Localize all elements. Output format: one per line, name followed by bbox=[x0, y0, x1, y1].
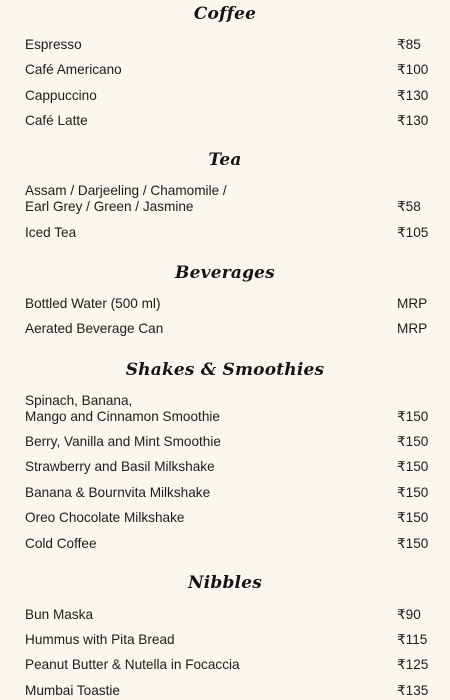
item-price: ₹150 bbox=[397, 536, 429, 551]
section-title: Coffee bbox=[193, 4, 257, 24]
menu-item bbox=[0, 113, 450, 129]
menu-item bbox=[0, 183, 450, 215]
section-title: Beverages bbox=[175, 263, 275, 283]
item-price: ₹150 bbox=[397, 510, 429, 525]
item-name: Iced Tea bbox=[25, 225, 77, 240]
item-price: ₹130 bbox=[397, 113, 429, 128]
item-price: ₹115 bbox=[397, 632, 428, 647]
menu-item bbox=[0, 607, 450, 623]
item-name: Cappuccino bbox=[25, 88, 97, 103]
menu-item bbox=[0, 510, 450, 526]
item-name: Espresso bbox=[25, 37, 82, 52]
item-price: ₹150 bbox=[397, 434, 429, 449]
item-price: ₹130 bbox=[397, 88, 429, 103]
item-name: Café Americano bbox=[25, 62, 122, 77]
menu-item bbox=[0, 459, 450, 475]
item-name: Café Latte bbox=[25, 113, 88, 128]
menu-item bbox=[0, 62, 450, 78]
menu-item bbox=[0, 225, 450, 241]
item-price: ₹85 bbox=[397, 37, 421, 52]
menu-item bbox=[0, 485, 450, 501]
item-price: ₹90 bbox=[397, 607, 421, 622]
menu-item bbox=[0, 536, 450, 552]
section-title: Shakes & Smoothies bbox=[125, 360, 325, 380]
item-name: Berry, Vanilla and Mint Smoothie bbox=[25, 434, 221, 449]
menu-item bbox=[0, 657, 450, 673]
item-name: Peanut Butter & Nutella in Focaccia bbox=[25, 657, 240, 672]
item-name: Strawberry and Basil Milkshake bbox=[25, 459, 215, 474]
menu-item bbox=[0, 37, 450, 53]
item-name: Hummus with Pita Bread bbox=[25, 632, 175, 647]
menu-item bbox=[0, 296, 450, 312]
item-price: ₹100 bbox=[397, 62, 429, 77]
item-price: ₹150 bbox=[397, 485, 429, 500]
menu-item bbox=[0, 321, 450, 337]
item-name: Assam / Darjeeling / Chamomile / Earl Grey / Green / Jasmine bbox=[25, 183, 227, 214]
item-name: Spinach, Banana, Mango and Cinnamon Smoothie bbox=[25, 393, 220, 424]
menu-item bbox=[0, 393, 450, 425]
item-price: MRP bbox=[397, 296, 428, 311]
item-name: Banana & Bournvita Milkshake bbox=[25, 485, 211, 500]
menu-item bbox=[0, 88, 450, 104]
item-price: ₹105 bbox=[397, 225, 429, 240]
section-title: Tea bbox=[208, 150, 242, 170]
item-price: MRP bbox=[397, 321, 428, 336]
item-price: ₹135 bbox=[397, 683, 429, 698]
item-name: Bottled Water (500 ml) bbox=[25, 296, 161, 311]
menu-item bbox=[0, 632, 450, 648]
item-name: Oreo Chocolate Milkshake bbox=[25, 510, 185, 525]
section-title: Nibbles bbox=[187, 573, 262, 593]
item-name: Bun Maska bbox=[25, 607, 94, 622]
menu-item bbox=[0, 434, 450, 450]
item-price: ₹58 bbox=[397, 199, 421, 214]
item-price: ₹150 bbox=[397, 409, 429, 424]
item-name: Mumbai Toastie bbox=[25, 683, 120, 698]
item-name: Cold Coffee bbox=[25, 536, 97, 551]
item-price: ₹150 bbox=[397, 459, 429, 474]
item-name: Aerated Beverage Can bbox=[25, 321, 164, 336]
menu-item bbox=[0, 683, 450, 699]
item-price: ₹125 bbox=[397, 657, 429, 672]
